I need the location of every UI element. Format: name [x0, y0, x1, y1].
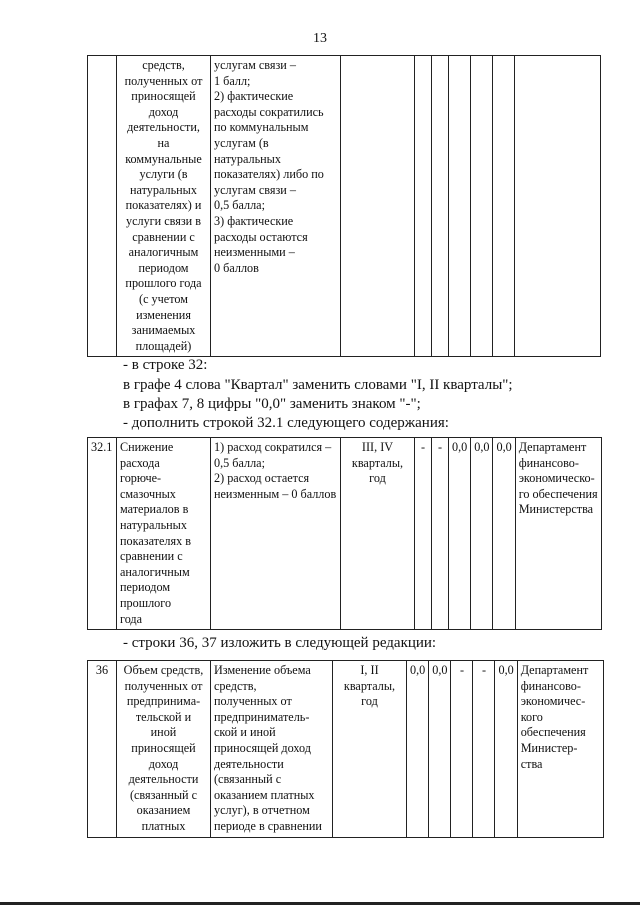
cell-value: - [451, 661, 473, 838]
cell-value [493, 56, 515, 357]
cell-value [415, 56, 432, 357]
cell-value [471, 56, 493, 357]
cell-number [88, 56, 117, 357]
cell-value: - [432, 438, 449, 630]
cell-value: 0,0 [495, 661, 517, 838]
cell-department [515, 56, 601, 357]
cell-value: 0,0 [407, 661, 429, 838]
cell-department: Департамент финансово- экономическо- го обеспечения Министерства [515, 438, 601, 630]
page-number: 13 [313, 31, 327, 46]
table-row [88, 661, 604, 838]
cell-value: 0,0 [429, 661, 451, 838]
instruction-line: в графах 7, 8 цифры "0,0" заменить знаком "-"; [123, 396, 421, 412]
continued-table [87, 55, 601, 357]
instruction-line: - в строке 32: [123, 357, 208, 373]
cell-department: Департамент финансово- экономичес- кого обеспечения Министер- ства [517, 661, 603, 838]
cell-value: - [473, 661, 495, 838]
cell-period: III, IV кварталы, год [341, 438, 415, 630]
cell-value: 0,0 [449, 438, 471, 630]
cell-value [449, 56, 471, 357]
cell-value: 0,0 [493, 438, 515, 630]
cell-indicator: Снижение расхода горюче- смазочных материалов в натуральных показателях в сравнении с аналогичным периодом прошлого года [117, 438, 211, 630]
cell-value: 0,0 [471, 438, 493, 630]
cell-indicator: средств, полученных от приносящей доход деятельности, на коммунальные услуги (в натуральных показателях) и услуги связи в сравнении с аналогичным периодом прошлого года (с учетом изменения занимаемых площадей) [117, 56, 211, 357]
instruction-line: - дополнить строкой 32.1 следующего содержания: [123, 415, 449, 431]
instruction-line: - строки 36, 37 изложить в следующей редакции: [123, 635, 437, 651]
cell-value: - [415, 438, 432, 630]
row-36-table [87, 660, 604, 838]
cell-criteria: 1) расход сократился – 0,5 балла; 2) расход остается неизменным – 0 баллов [211, 438, 341, 630]
cell-criteria: Изменение объема средств, полученных от предприниматель- ской и иной приносящей доход деятельности (связанный с оказанием платных услуг), в отчетном периоде в сравнении [211, 661, 333, 838]
cell-criteria: услугам связи – 1 балл; 2) фактические расходы сократились по коммунальным услугам (в натуральных показателях) либо по услугам связи – 0,5 балла; 3) фактические расходы остаются неизменными – 0 баллов [211, 56, 341, 357]
cell-number: 36 [88, 661, 117, 838]
cell-number: 32.1 [88, 438, 117, 630]
row-32-1-table [87, 437, 602, 630]
cell-period [341, 56, 415, 357]
cell-value [432, 56, 449, 357]
cell-period: I, II кварталы, год [333, 661, 407, 838]
table-row [88, 56, 601, 357]
cell-indicator: Объем средств, полученных от предпринима- тельской и иной приносящей доход деятельности (связанный с оказанием платных [117, 661, 211, 838]
table-row [88, 438, 602, 630]
instruction-line: в графе 4 слова "Квартал" заменить словами "I, II кварталы"; [123, 377, 513, 393]
